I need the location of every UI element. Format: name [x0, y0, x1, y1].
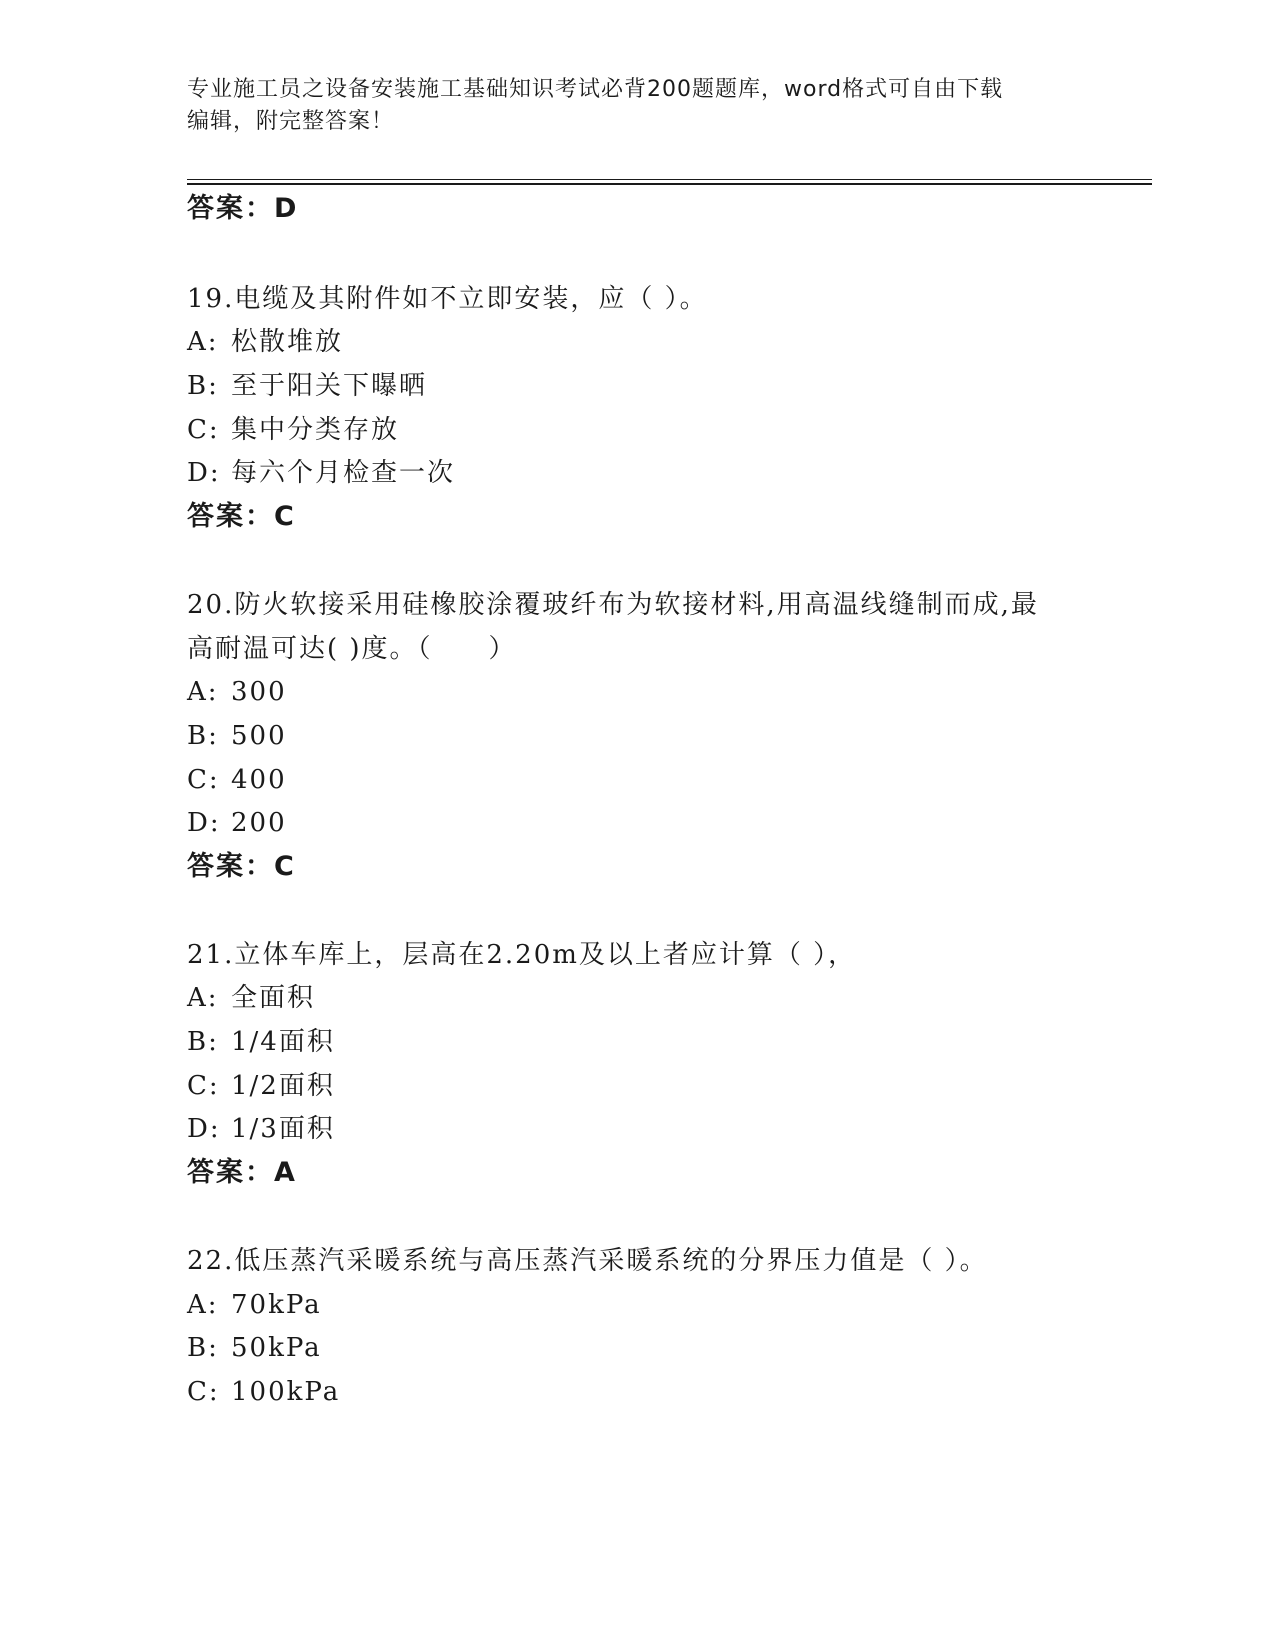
answer-prefix: 答案：	[187, 501, 274, 532]
question-21-option-c	[187, 1069, 335, 1103]
option-text: 300	[231, 677, 287, 707]
option-text: 1/3面积	[231, 1114, 335, 1144]
question-22-option-b	[187, 1331, 322, 1365]
question-21-option-d	[187, 1112, 335, 1146]
option-text: 70kPa	[231, 1290, 322, 1320]
question-19-option-d	[187, 456, 455, 490]
header-divider-thin	[187, 179, 1152, 180]
question-21-answer	[187, 1156, 297, 1190]
option-label: B:	[187, 371, 219, 401]
option-label: A:	[187, 1290, 219, 1320]
question-22-option-c	[187, 1375, 340, 1409]
answer-prefix: 答案：	[187, 193, 274, 224]
question-21-stem: 21.立体车库上，层高在2.20m及以上者应计算（ ），	[187, 940, 857, 970]
document-header	[187, 74, 1067, 138]
question-19-option-b	[187, 369, 427, 403]
option-text: 松散堆放	[231, 327, 344, 357]
answer-value: C	[274, 851, 296, 882]
answer-prefix: 答案：	[187, 1157, 274, 1188]
question-20-stem-line-2: 高耐温可达( )度。（ ）	[187, 634, 517, 664]
option-text: 1/4面积	[231, 1027, 335, 1057]
question-22-option-a	[187, 1288, 322, 1322]
option-label: B:	[187, 1027, 219, 1057]
question-20-stem-line-1: 20.防火软接采用硅橡胶涂覆玻纤布为软接材料,用高温线缝制而成,最	[187, 590, 1039, 620]
question-21-option-b	[187, 1025, 335, 1059]
option-label: D:	[187, 458, 221, 488]
header-title-line-2: 编辑，附完整答案！	[187, 109, 395, 134]
answer-value: D	[274, 193, 299, 224]
answer-line	[187, 192, 298, 226]
option-label: B:	[187, 721, 219, 751]
question-20-option-c	[187, 763, 287, 797]
option-text: 500	[231, 721, 287, 751]
option-text: 50kPa	[231, 1333, 322, 1363]
option-text: 至于阳关下曝晒	[231, 371, 428, 401]
header-divider-thick	[187, 183, 1152, 185]
option-label: D:	[187, 1114, 221, 1144]
option-text: 100kPa	[231, 1377, 341, 1407]
option-text: 集中分类存放	[231, 415, 400, 445]
option-text: 400	[231, 765, 287, 795]
option-label: C:	[187, 1377, 220, 1407]
option-label: B:	[187, 1333, 219, 1363]
option-text: 200	[231, 808, 287, 838]
question-19-stem: 19.电缆及其附件如不立即安装，应（ ）。	[187, 284, 708, 314]
option-label: C:	[187, 415, 220, 445]
option-text: 1/2面积	[231, 1071, 335, 1101]
question-20-option-d	[187, 806, 287, 840]
question-22-stem: 22.低压蒸汽采暖系统与高压蒸汽采暖系统的分界压力值是（ ）。	[187, 1246, 988, 1276]
option-text: 全面积	[231, 983, 316, 1013]
option-label: A:	[187, 677, 219, 707]
answer-value: C	[274, 501, 296, 532]
question-19-option-c	[187, 413, 399, 447]
question-20-option-a	[187, 675, 287, 709]
question-19-option-a	[187, 325, 343, 359]
question-21-option-a	[187, 981, 315, 1015]
option-label: D:	[187, 808, 221, 838]
option-label: A:	[187, 327, 219, 357]
option-text: 每六个月检查一次	[231, 458, 456, 488]
answer-value: A	[274, 1157, 297, 1188]
option-label: A:	[187, 983, 219, 1013]
question-20-option-b	[187, 719, 287, 753]
question-19-answer	[187, 500, 296, 534]
answer-prefix: 答案：	[187, 851, 274, 882]
header-title-line-1: 专业施工员之设备安装施工基础知识考试必背200题题库，word格式可自由下载	[187, 77, 1004, 102]
option-label: C:	[187, 765, 220, 795]
question-20-answer	[187, 850, 296, 884]
option-label: C:	[187, 1071, 220, 1101]
